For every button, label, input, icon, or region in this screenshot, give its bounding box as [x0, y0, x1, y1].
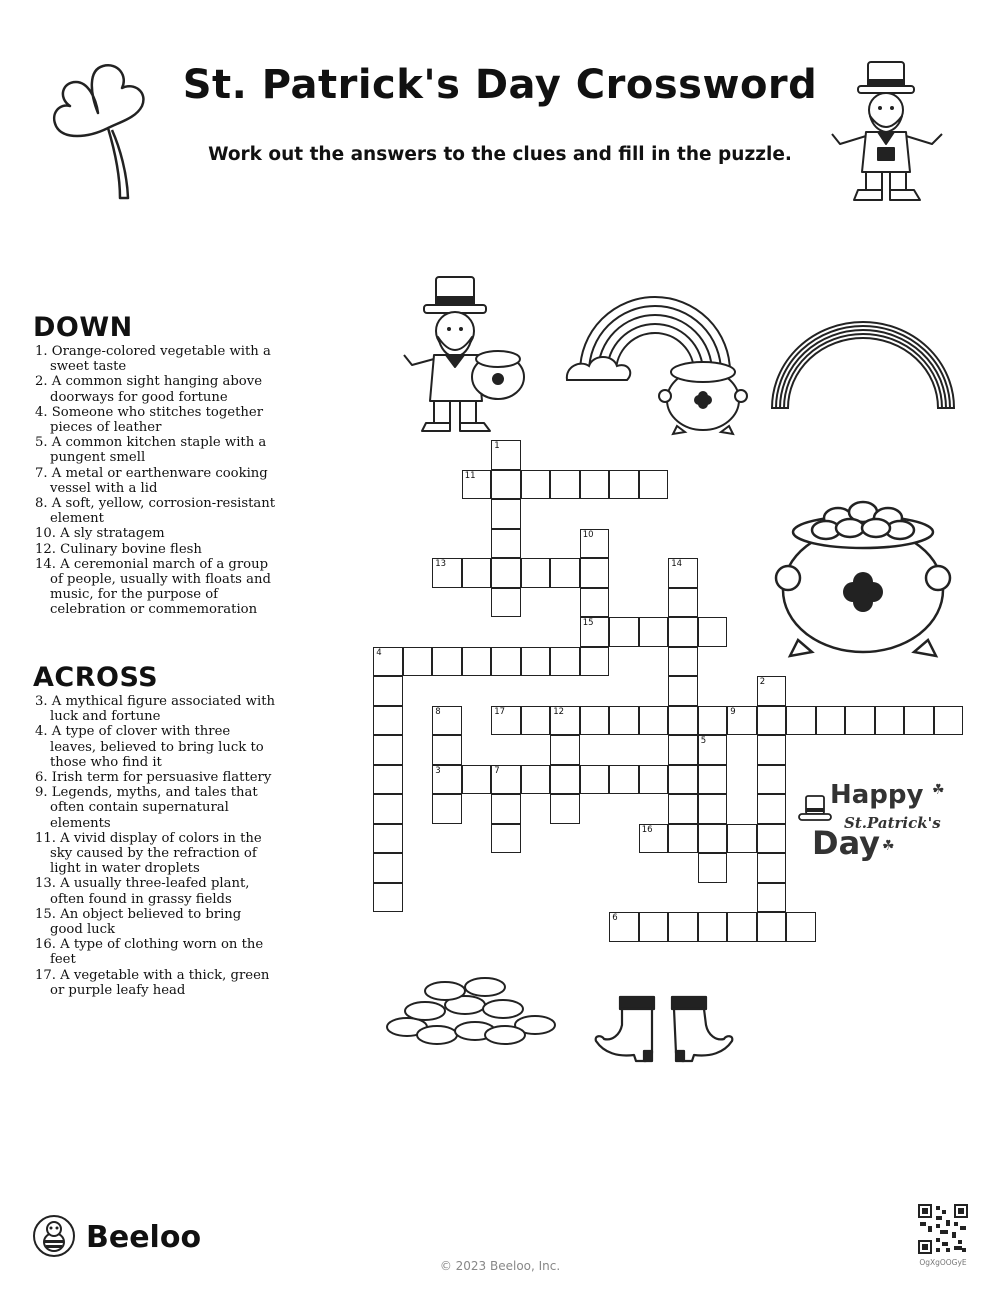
across-clue: 16. A type of clothing worn on the feet — [35, 937, 264, 968]
crossword-cell[interactable] — [639, 912, 669, 942]
crossword-cell[interactable] — [550, 765, 580, 795]
crossword-cell[interactable] — [580, 558, 610, 588]
crossword-cell[interactable] — [609, 765, 639, 795]
crossword-cell[interactable] — [639, 470, 669, 500]
leprechaun-with-pot-illustration — [398, 275, 528, 435]
crossword-cell[interactable] — [698, 706, 728, 736]
crossword-cell[interactable] — [816, 706, 846, 736]
crossword-cell[interactable] — [668, 735, 698, 765]
crossword-cell[interactable] — [521, 470, 551, 500]
badge-st-patricks-text: St.Patrick's — [844, 814, 941, 832]
crossword-cell[interactable] — [757, 824, 787, 854]
crossword-cell[interactable] — [668, 588, 698, 618]
crossword-cell[interactable] — [521, 647, 551, 677]
crossword-cell[interactable] — [580, 529, 610, 559]
across-clue: 15. An object believed to bring good luck — [35, 906, 242, 938]
crossword-cell[interactable] — [432, 706, 462, 736]
crossword-cell[interactable] — [521, 765, 551, 795]
clue-number: 11 — [464, 470, 476, 481]
crossword-cell[interactable] — [403, 647, 433, 677]
down-clue: 8. A soft, yellow, corrosion-resistant element — [35, 496, 276, 527]
crossword-cell[interactable] — [639, 824, 669, 854]
crossword-cell[interactable] — [668, 824, 698, 854]
crossword-cell[interactable] — [373, 735, 403, 765]
crossword-cell[interactable] — [786, 912, 816, 942]
clue-number: 3 — [435, 765, 441, 776]
crossword-cell[interactable] — [491, 470, 521, 500]
crossword-cell[interactable] — [757, 912, 787, 942]
clue-number: 2 — [759, 677, 766, 688]
down-heading: DOWN — [33, 312, 133, 343]
crossword-cell[interactable] — [491, 558, 521, 588]
crossword-cell[interactable] — [668, 794, 698, 824]
across-clue: 17. A vegetable with a thick, green or purple leafy head — [35, 967, 270, 998]
rainbow-illustration — [768, 318, 958, 413]
crossword-cell[interactable] — [757, 883, 787, 913]
crossword-cell[interactable] — [373, 883, 403, 913]
crossword-cell[interactable] — [432, 794, 462, 824]
crossword-cell[interactable] — [668, 912, 698, 942]
leprechaun-illustration — [828, 60, 946, 202]
crossword-cell[interactable] — [668, 617, 698, 647]
across-heading: ACROSS — [33, 662, 159, 693]
small-hat-icon — [798, 794, 832, 824]
across-clue: 4. A type of clover with three leaves, believed to bring luck to those who find it — [35, 724, 264, 770]
clover-icon: ☘ — [882, 838, 895, 854]
crossword-cell[interactable] — [373, 706, 403, 736]
clue-number: 12 — [553, 706, 565, 717]
crossword-cell[interactable] — [491, 647, 521, 677]
clue-number: 8 — [435, 706, 441, 717]
crossword-cell[interactable] — [580, 706, 610, 736]
across-clue-list — [33, 694, 278, 998]
copyright-text: © 2023 Beeloo, Inc. — [439, 1259, 561, 1273]
crossword-cell[interactable] — [550, 706, 580, 736]
crossword-cell[interactable] — [757, 853, 787, 883]
rainbow-with-pot-illustration — [565, 292, 755, 437]
crossword-cell[interactable] — [432, 558, 462, 588]
crossword-cell[interactable] — [698, 794, 728, 824]
crossword-cell[interactable] — [550, 647, 580, 677]
crossword-cell[interactable] — [462, 765, 492, 795]
crossword-cell[interactable] — [373, 794, 403, 824]
crossword-cell[interactable] — [491, 588, 521, 618]
clover-icon: ☘ — [932, 782, 945, 798]
down-clue: 4. Someone who stitches together pieces of leather — [35, 404, 264, 436]
crossword-cell[interactable] — [757, 676, 787, 706]
crossword-cell[interactable] — [580, 588, 610, 618]
crossword-cell[interactable] — [727, 824, 757, 854]
clue-number: 7 — [494, 765, 500, 776]
clue-number: 4 — [376, 647, 382, 658]
crossword-cell[interactable] — [550, 558, 580, 588]
crossword-cell[interactable] — [757, 794, 787, 824]
crossword-cell[interactable] — [698, 824, 728, 854]
clue-number: 10 — [582, 529, 594, 540]
crossword-cell[interactable] — [373, 853, 403, 883]
clue-number: 14 — [671, 559, 683, 570]
crossword-cell[interactable] — [668, 676, 698, 706]
leprechaun-boots-illustration — [590, 995, 750, 1067]
down-clue: 2. A common sight hanging above doorways for good fortune — [35, 374, 262, 405]
clue-number: 9 — [730, 706, 736, 717]
crossword-cell[interactable] — [845, 706, 875, 736]
clue-number: 13 — [435, 559, 447, 570]
crossword-cell[interactable] — [786, 706, 816, 736]
badge-day-text: Day — [812, 824, 881, 862]
crossword-cell[interactable] — [491, 706, 521, 736]
crossword-cell[interactable] — [550, 470, 580, 500]
crossword-cell[interactable] — [668, 558, 698, 588]
crossword-cell[interactable] — [462, 470, 492, 500]
crossword-cell[interactable] — [698, 765, 728, 795]
clue-number: 17 — [494, 706, 506, 717]
crossword-cell[interactable] — [550, 735, 580, 765]
crossword-cell[interactable] — [727, 706, 757, 736]
crossword-cell[interactable] — [432, 735, 462, 765]
crossword-cell[interactable] — [698, 912, 728, 942]
badge-happy-text: Happy — [830, 780, 924, 810]
crossword-cell[interactable] — [521, 706, 551, 736]
crossword-cell[interactable] — [491, 824, 521, 854]
gold-coins-illustration — [385, 975, 560, 1050]
crossword-cell[interactable] — [462, 558, 492, 588]
crossword-cell[interactable] — [639, 706, 669, 736]
crossword-cell[interactable] — [668, 706, 698, 736]
beeloo-logo-icon — [32, 1214, 76, 1258]
crossword-cell[interactable] — [373, 676, 403, 706]
across-clue: 11. A vivid display of colors in the sky caused by the refraction of light in water droplets — [35, 830, 262, 877]
qr-code-icon — [918, 1204, 968, 1254]
down-clue: 5. A common kitchen staple with a pungent smell — [35, 435, 267, 466]
crossword-cell[interactable] — [668, 765, 698, 795]
down-clue: 7. A metal or earthenware cooking vessel with a lid — [35, 465, 268, 496]
across-clue: 6. Irish term for persuasive flattery — [35, 770, 272, 786]
crossword-cell[interactable] — [580, 470, 610, 500]
crossword-cell[interactable] — [609, 912, 639, 942]
crossword-cell[interactable] — [432, 647, 462, 677]
crossword-cell[interactable] — [757, 706, 787, 736]
down-clue-list — [33, 344, 278, 618]
crossword-cell[interactable] — [668, 647, 698, 677]
page-title: St. Patrick's Day Crossword — [182, 62, 818, 108]
happy-st-patricks-badge — [798, 780, 958, 880]
crossword-cell[interactable] — [609, 617, 639, 647]
crossword-cell[interactable] — [757, 735, 787, 765]
clue-number: 16 — [641, 824, 653, 835]
crossword-cell[interactable] — [639, 765, 669, 795]
crossword-cell[interactable] — [373, 824, 403, 854]
crossword-cell[interactable] — [580, 647, 610, 677]
crossword-cell[interactable] — [491, 499, 521, 529]
across-clue: 3. A mythical figure associated with luck and fortune — [35, 694, 275, 725]
crossword-cell[interactable] — [491, 529, 521, 559]
across-clue: 9. Legends, myths, and tales that often contain supernatural elements — [35, 785, 258, 831]
crossword-cell[interactable] — [373, 765, 403, 795]
crossword-cell[interactable] — [727, 912, 757, 942]
down-clue: 1. Orange-colored vegetable with a sweet taste — [35, 344, 271, 375]
crossword-cell[interactable] — [904, 706, 934, 736]
crossword-cell[interactable] — [609, 470, 639, 500]
crossword-cell[interactable] — [698, 735, 728, 765]
crossword-cell[interactable] — [373, 647, 403, 677]
crossword-cell[interactable] — [462, 647, 492, 677]
crossword-cell[interactable] — [491, 440, 521, 470]
crossword-cell[interactable] — [491, 794, 521, 824]
crossword-cell[interactable] — [609, 706, 639, 736]
crossword-cell[interactable] — [698, 853, 728, 883]
crossword-cell[interactable] — [875, 706, 905, 736]
crossword-cell[interactable] — [639, 617, 669, 647]
crossword-cell[interactable] — [698, 617, 728, 647]
crossword-cell[interactable] — [491, 765, 521, 795]
clue-number: 5 — [700, 736, 707, 747]
crossword-cell[interactable] — [521, 558, 551, 588]
across-clue: 13. A usually three-leafed plant, often found in grassy fields — [35, 876, 250, 907]
clue-number: 6 — [612, 913, 618, 924]
down-clue: 10. A sly stratagem — [35, 526, 165, 542]
crossword-cell[interactable] — [757, 765, 787, 795]
page-subtitle: Work out the answers to the clues and fill in the puzzle. — [208, 144, 792, 165]
down-clue: 14. A ceremonial march of a group of people, usually with floats and music, for the purpose of celebration or commemoration — [35, 556, 271, 618]
beeloo-brand-text: Beeloo — [86, 1220, 202, 1255]
crossword-cell[interactable] — [580, 617, 610, 647]
crossword-cell[interactable] — [934, 706, 964, 736]
crossword-cell[interactable] — [550, 794, 580, 824]
down-clue: 12. Culinary bovine flesh — [35, 541, 202, 557]
qr-code-label: OgXgOOGyE — [919, 1258, 967, 1267]
crossword-cell[interactable] — [580, 765, 610, 795]
pot-of-gold-illustration — [768, 490, 958, 660]
clue-number: 1 — [494, 441, 500, 452]
crossword-cell[interactable] — [432, 765, 462, 795]
clue-number: 15 — [582, 618, 594, 629]
